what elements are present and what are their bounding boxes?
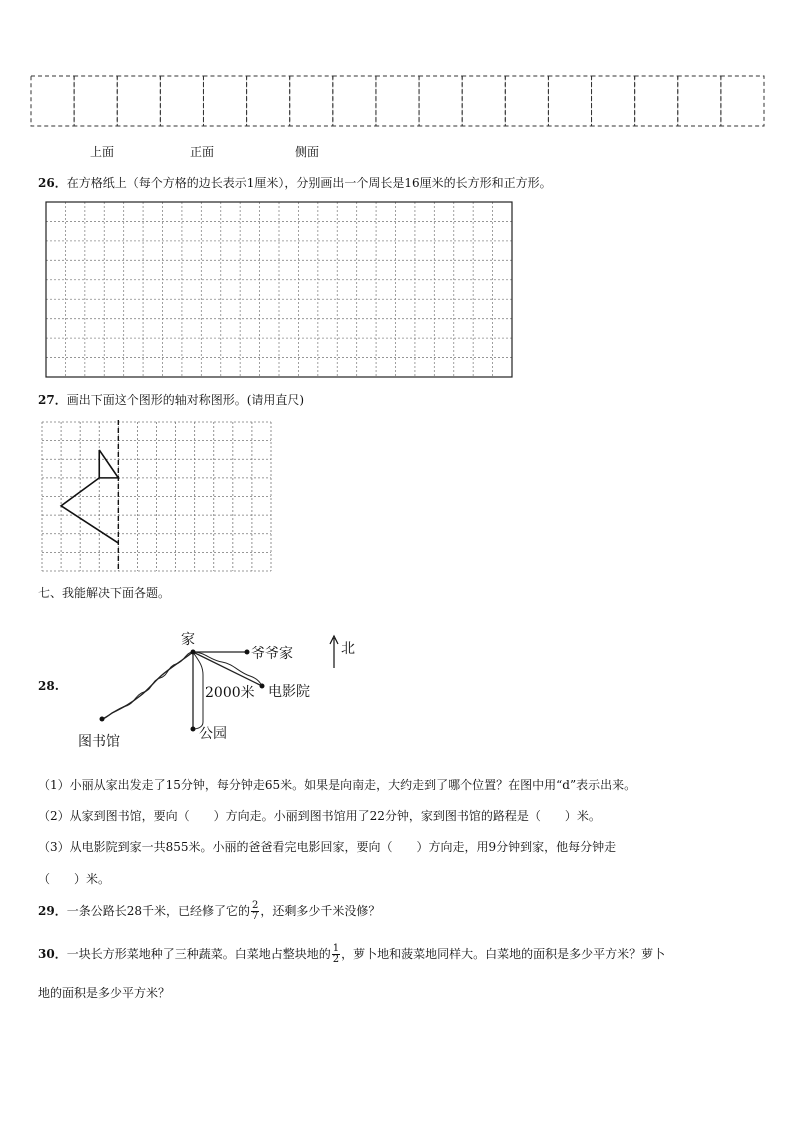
map-label-distance: 2000米 bbox=[205, 685, 255, 701]
grandpa-dot bbox=[245, 650, 250, 655]
fraction-denominator: 7 bbox=[251, 911, 259, 922]
question-26-number: 26． bbox=[38, 176, 67, 190]
path-to-library-wave bbox=[104, 652, 193, 718]
question-29-text-before: 一条公路长28千米，已经修了它的 bbox=[66, 904, 250, 918]
fraction-numerator: 1 bbox=[332, 943, 340, 954]
map-label-cinema: 电影院 bbox=[268, 684, 310, 700]
fraction-denominator: 2 bbox=[332, 954, 340, 965]
question-29-text-after: ，还剩多少千米没修？ bbox=[260, 904, 381, 918]
section-7-heading: 七、我能解决下面各题。 bbox=[38, 586, 171, 600]
view-label-top: 上面 bbox=[90, 145, 115, 159]
map-label-north: 北 bbox=[341, 641, 355, 657]
cinema-dot bbox=[260, 684, 265, 689]
home-dot bbox=[191, 650, 196, 655]
map-label-library: 图书馆 bbox=[78, 734, 120, 750]
question-30-number: 30． bbox=[38, 947, 67, 961]
fraction-numerator: 2 bbox=[251, 900, 259, 911]
map-label-grandpa-home: 爷爷家 bbox=[251, 646, 293, 662]
question-30-text-after: ，萝卜地和菠菜地同样大。白菜地的面积是多少平方米？萝卜 bbox=[341, 947, 666, 961]
question-28-sub3-line1: （3）从电影院到家一共855米。小丽的爸爸看完电影回家，要向（ ）方向走，用9分钟到家，他每分钟走 bbox=[38, 840, 617, 854]
question-30-line2: 地的面积是多少平方米？ bbox=[38, 986, 171, 1000]
question-27-number: 27． bbox=[38, 393, 67, 407]
view-label-side: 侧面 bbox=[295, 145, 320, 159]
park-dot bbox=[191, 727, 196, 732]
question-28-sub3-line2: （ ）米。 bbox=[38, 872, 111, 886]
map-label-park: 公园 bbox=[199, 726, 227, 742]
question-30-text-before: 一块长方形菜地种了三种蔬菜。白菜地占整块地的 bbox=[66, 947, 331, 961]
question-30 bbox=[38, 942, 665, 966]
question-30-fraction bbox=[332, 944, 340, 965]
question-29-number: 29． bbox=[38, 904, 67, 918]
library-dot bbox=[100, 717, 105, 722]
question-28-sub2: （2）从家到图书馆，要向（ ）方向走。小丽到图书馆用了22分钟，家到图书馆的路程是（ ）米。 bbox=[38, 809, 601, 823]
question-29 bbox=[38, 899, 380, 923]
question-27-text: 画出下面这个图形的轴对称图形。(请用直尺) bbox=[66, 393, 305, 407]
question-28-sub1: （1）小丽从家出发走了15分钟，每分钟走65米。如果是向南走，大约走到了哪个位置？在图中用“d”表示出来。 bbox=[38, 778, 637, 792]
question-26-text: 在方格纸上（每个方格的边长表示1厘米），分别画出一个周长是16厘米的长方形和正方形。 bbox=[66, 176, 552, 190]
map-label-home: 家 bbox=[181, 632, 195, 648]
question-29-fraction bbox=[251, 901, 259, 922]
view-label-front: 正面 bbox=[190, 145, 215, 159]
path-to-park-wave bbox=[193, 652, 203, 729]
question-28-number: 28. bbox=[38, 679, 59, 693]
